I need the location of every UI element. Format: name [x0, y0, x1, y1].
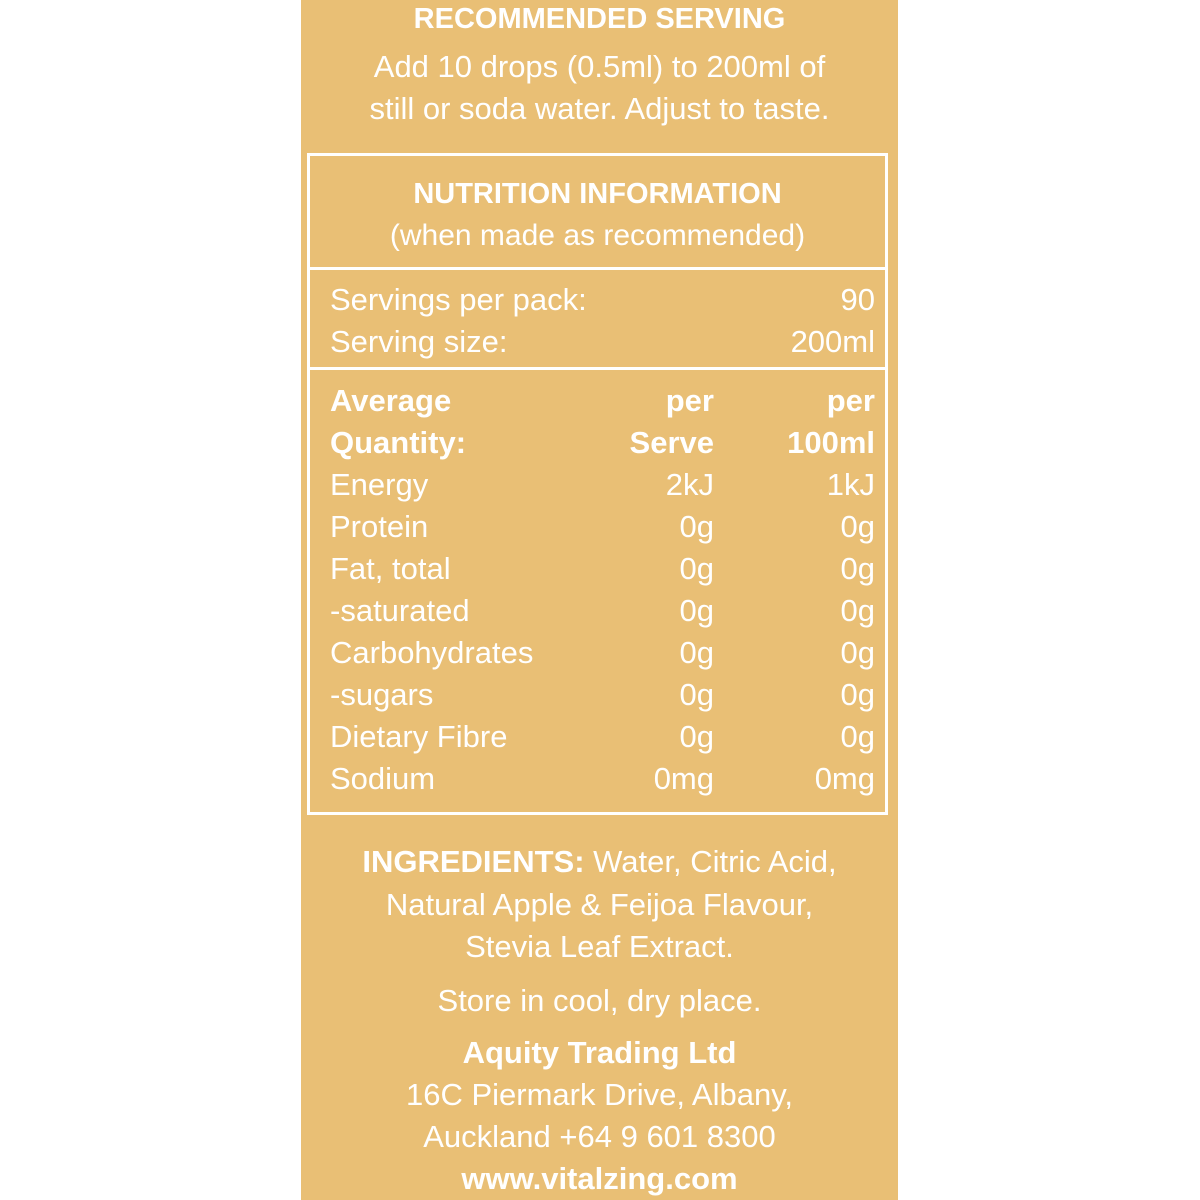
nutrient-per-serve: 0g	[679, 677, 714, 712]
nutrient-per-100ml: 1kJ	[826, 467, 875, 502]
nutrient-name: Sodium	[330, 761, 436, 796]
table-row	[330, 758, 875, 800]
ingredients-line-1	[301, 841, 898, 883]
nutrition-label-panel	[301, 0, 898, 1200]
nutrient-per-serve: 0g	[679, 509, 714, 544]
servings-per-pack-label: Servings per pack:	[330, 282, 587, 317]
nutrient-per-100ml: 0g	[840, 593, 875, 628]
table-row	[330, 590, 875, 632]
ingredients-label: INGREDIENTS:	[362, 844, 585, 879]
servings-per-pack-value: 90	[840, 282, 875, 317]
table-row	[330, 506, 875, 548]
company-website: www.vitalzing.com	[461, 1161, 738, 1196]
table-header-row-2	[330, 422, 875, 464]
ingredients-text-1: Water, Citric Acid,	[584, 844, 837, 879]
nutrient-name: Fat, total	[330, 551, 451, 586]
table-row	[330, 548, 875, 590]
nutrient-per-serve: 0g	[679, 719, 714, 754]
nutrient-per-serve: 0g	[679, 593, 714, 628]
header-serve: Serve	[629, 425, 714, 460]
serving-size-value: 200ml	[790, 324, 875, 359]
nutrient-name: -sugars	[330, 677, 434, 712]
company-name: Aquity Trading Ltd	[462, 1035, 737, 1070]
storage-instructions: Store in cool, dry place.	[437, 983, 762, 1018]
nutrient-per-serve: 0g	[679, 635, 714, 670]
table-row	[330, 674, 875, 716]
recommended-serving-line-2: still or soda water. Adjust to taste.	[369, 91, 830, 126]
table-row	[330, 464, 875, 506]
nutrient-per-serve: 0mg	[653, 761, 714, 796]
header-per-2: per	[826, 383, 875, 418]
nutrient-per-100ml: 0g	[840, 677, 875, 712]
header-per-1: per	[665, 383, 714, 418]
serving-size-row	[330, 321, 875, 363]
company-address-1: 16C Piermark Drive, Albany,	[405, 1077, 794, 1112]
recommended-serving-line-1: Add 10 drops (0.5ml) to 200ml of	[373, 49, 826, 84]
nutrient-per-serve: 0g	[679, 551, 714, 586]
company-address-2: Auckland +64 9 601 8300	[423, 1119, 776, 1154]
nutrient-name: -saturated	[330, 593, 470, 628]
nutrition-title: NUTRITION INFORMATION	[413, 178, 782, 210]
nutrient-name: Energy	[330, 467, 429, 502]
nutrient-name: Carbohydrates	[330, 635, 534, 670]
divider	[310, 367, 885, 370]
ingredients-line-2: Natural Apple & Feijoa Flavour,	[385, 887, 814, 922]
servings-per-pack-row	[330, 279, 875, 321]
nutrient-per-100ml: 0g	[840, 635, 875, 670]
serving-size-label: Serving size:	[330, 324, 508, 359]
nutrient-name: Dietary Fibre	[330, 719, 508, 754]
header-100ml: 100ml	[787, 425, 875, 460]
recommended-serving-title: RECOMMENDED SERVING	[413, 3, 786, 35]
nutrient-per-100ml: 0mg	[814, 761, 875, 796]
header-quantity: Quantity:	[330, 425, 467, 460]
table-row	[330, 632, 875, 674]
nutrient-per-100ml: 0g	[840, 719, 875, 754]
nutrition-information-box	[307, 153, 888, 815]
nutrient-name: Protein	[330, 509, 429, 544]
ingredients-line-3: Stevia Leaf Extract.	[465, 929, 734, 964]
nutrient-per-serve: 2kJ	[665, 467, 714, 502]
header-average: Average	[330, 383, 452, 418]
divider	[310, 267, 885, 270]
nutrient-per-100ml: 0g	[840, 551, 875, 586]
table-row	[330, 716, 875, 758]
nutrition-subtitle: (when made as recommended)	[389, 219, 806, 252]
table-header-row-1	[330, 380, 875, 422]
nutrient-per-100ml: 0g	[840, 509, 875, 544]
